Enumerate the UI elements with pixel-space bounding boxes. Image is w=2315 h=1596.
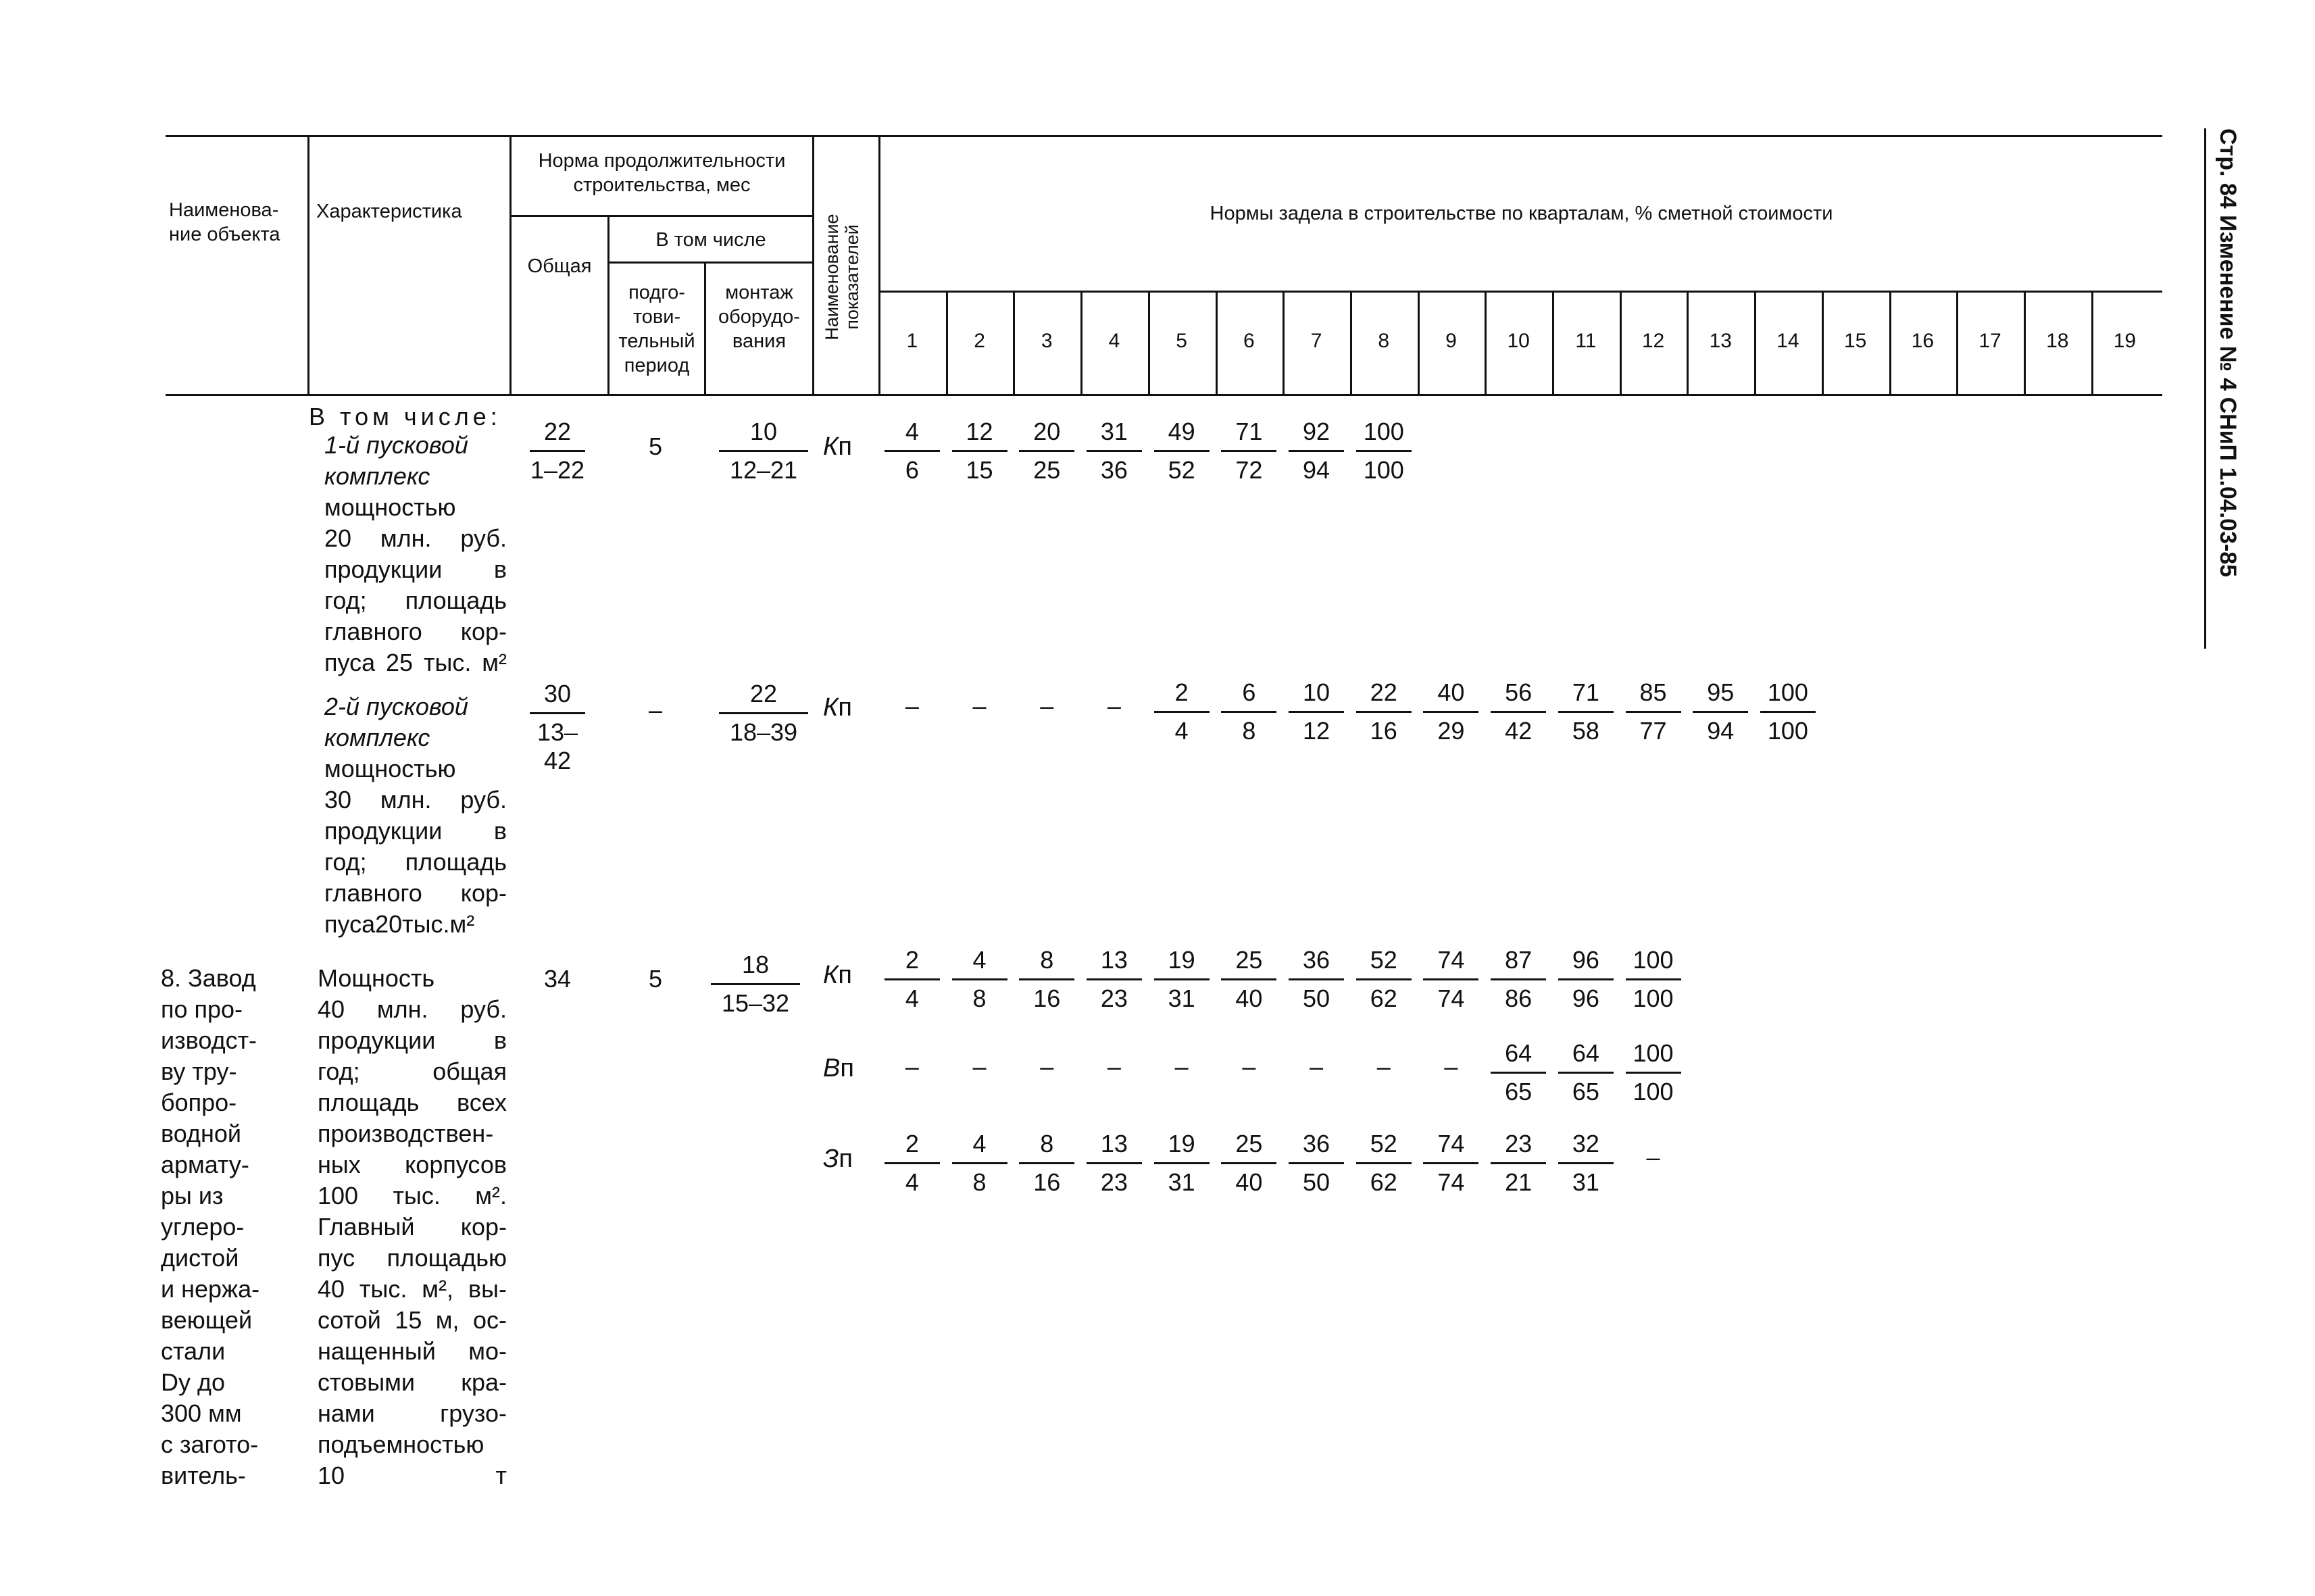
- indicator-symbol: Вп: [823, 1054, 854, 1082]
- quarter-value: $\frac{100}{100}$: [1758, 678, 1818, 745]
- indicator-symbol: Зп: [823, 1145, 853, 1173]
- quarter-divider: [1350, 291, 1352, 394]
- quarter-value: $\frac{71}{58}$: [1555, 678, 1616, 745]
- quarter-value: $\frac{52}{62}$: [1353, 946, 1414, 1013]
- quarter-label: 16: [1911, 330, 1935, 352]
- text-line: продукции в: [318, 1026, 507, 1054]
- text-line: 30 млн. руб.: [324, 786, 507, 814]
- text-line: ных корпусов: [318, 1151, 507, 1178]
- quarter-label: 8: [1378, 330, 1390, 352]
- quarter-value: $\frac{49}{52}$: [1151, 418, 1212, 484]
- quarter-value: $\frac{20}{25}$: [1016, 418, 1077, 484]
- duration-sub-rule: [509, 215, 812, 217]
- quarter-value: $\frac{31}{36}$: [1084, 418, 1145, 484]
- side-caption-rule: [2204, 128, 2206, 649]
- text-line: пус площадью: [318, 1244, 507, 1272]
- quarter-label: 18: [2046, 330, 2069, 352]
- quarter-value: $\frac{64}{65}$: [1555, 1039, 1616, 1106]
- complex-2-label: 2-й пусковой комплекс: [324, 693, 468, 751]
- indicator-symbol: Кп: [823, 432, 852, 461]
- quarter-value: $\frac{19}{31}$: [1151, 946, 1212, 1013]
- header-duration: Норма продолжительности строительства, мес: [538, 150, 786, 196]
- complex-2-characteristic: [324, 753, 507, 940]
- header-indicator: Наименование показателей: [822, 214, 862, 341]
- quarter-label: 17: [1978, 330, 2001, 352]
- quarter-value: –: [1310, 1053, 1324, 1080]
- quarter-value: $\frac{74}{74}$: [1420, 1130, 1481, 1197]
- col-divider-object: [307, 135, 309, 394]
- text-line: пуса20тыс.м²: [324, 910, 475, 938]
- header-total: Общая: [527, 255, 592, 277]
- header-object: Наименова- ние объекта: [169, 199, 280, 245]
- quarter-value: $\frac{2}{4}$: [882, 1130, 943, 1197]
- quarter-divider: [2024, 291, 2026, 394]
- quarter-label: 2: [974, 330, 985, 352]
- quarter-divider: [1013, 291, 1015, 394]
- col-divider-indicator: [878, 135, 880, 394]
- quarter-divider: [1485, 291, 1487, 394]
- text-line: главного кор-: [324, 879, 507, 907]
- quarter-value: –: [972, 692, 987, 720]
- quarter-value: $\frac{100}{100}$: [1623, 946, 1684, 1013]
- quarter-value: –: [1107, 692, 1121, 720]
- quarter-value: $\frac{8}{16}$: [1016, 1130, 1077, 1197]
- quarter-value: $\frac{92}{94}$: [1286, 418, 1347, 484]
- complex-1-characteristic: [324, 492, 507, 678]
- quarter-label: 4: [1108, 330, 1120, 352]
- text-line: 20 млн. руб.: [324, 524, 507, 552]
- quarter-value: –: [1174, 1053, 1189, 1080]
- quarter-value: $\frac{52}{62}$: [1353, 1130, 1414, 1197]
- quarter-value: $\frac{74}{74}$: [1420, 946, 1481, 1013]
- quarter-value: $\frac{85}{77}$: [1623, 678, 1684, 745]
- object-8-mount: $\frac{18}{15-32}$: [708, 951, 803, 1018]
- quarter-value: $\frac{19}{31}$: [1151, 1130, 1212, 1197]
- text-line: бопро-: [161, 1089, 237, 1116]
- object-8-characteristic: [318, 963, 507, 1491]
- quarter-value: $\frac{4}{8}$: [949, 946, 1010, 1013]
- text-line: и нержа-: [161, 1275, 260, 1303]
- text-line: ву тру-: [161, 1057, 237, 1085]
- quarter-value: $\frac{8}{16}$: [1016, 946, 1077, 1013]
- quarter-label: 7: [1310, 330, 1322, 352]
- quarter-divider: [1822, 291, 1824, 394]
- text-line: сотой 15 м, ос-: [318, 1306, 507, 1334]
- quarter-divider: [1148, 291, 1150, 394]
- quarter-value: $\frac{36}{50}$: [1286, 946, 1347, 1013]
- header-including: В том числе: [655, 229, 766, 251]
- text-line: производствен-: [318, 1120, 494, 1147]
- text-line: нами грузо-: [318, 1399, 507, 1427]
- quarter-divider: [1620, 291, 1622, 394]
- quarter-value: $\frac{40}{29}$: [1420, 678, 1481, 745]
- text-line: площадь всех: [318, 1089, 507, 1116]
- header-norms: Нормы задела в строительстве по кварталам, % сметной стоимости: [1210, 203, 1833, 224]
- quarter-value: $\frac{4}{8}$: [949, 1130, 1010, 1197]
- text-line: с загото-: [161, 1430, 259, 1458]
- table-top-rule: [166, 135, 2162, 137]
- text-line: 40 млн. руб.: [318, 995, 507, 1023]
- quarter-label: 6: [1243, 330, 1255, 352]
- quarter-value: $\frac{32}{31}$: [1555, 1130, 1616, 1197]
- quarter-value: –: [1242, 1053, 1256, 1080]
- text-line: пуса 25 тыс. м²: [324, 649, 507, 676]
- quarter-value: $\frac{25}{40}$: [1218, 946, 1279, 1013]
- quarter-value: $\frac{95}{94}$: [1690, 678, 1751, 745]
- text-line: мощностью: [324, 755, 456, 782]
- quarter-value: –: [1040, 692, 1054, 720]
- text-line: продукции в: [324, 817, 507, 845]
- complex-1-label: 1-й пусковой комплекс: [324, 431, 468, 490]
- complex-2-mount: $\frac{22}{18-39}$: [716, 680, 811, 747]
- quarter-divider: [1552, 291, 1554, 394]
- including-sub-rule: [607, 261, 812, 264]
- quarter-label: 9: [1445, 330, 1457, 352]
- quarter-divider: [946, 291, 948, 394]
- object-8-name: [161, 963, 303, 1491]
- object-8-prep: 5: [648, 965, 663, 993]
- complex-1-mount: $\frac{10}{12-21}$: [716, 418, 811, 484]
- text-line: год; площадь: [324, 587, 507, 614]
- quarter-label: 3: [1041, 330, 1053, 352]
- text-line: 300 мм: [161, 1399, 242, 1427]
- text-line: армату-: [161, 1151, 249, 1178]
- text-line: 8. Завод: [161, 964, 256, 992]
- quarter-value: $\frac{25}{40}$: [1218, 1130, 1279, 1197]
- text-line: 100 тыс. м².: [318, 1182, 507, 1210]
- text-line: углеро-: [161, 1213, 245, 1241]
- quarter-divider: [1216, 291, 1218, 394]
- text-line: дистой: [161, 1244, 239, 1272]
- quarter-value: $\frac{12}{15}$: [949, 418, 1010, 484]
- text-line: продукции в: [324, 555, 507, 583]
- quarter-divider: [1418, 291, 1420, 394]
- quarter-value: $\frac{10}{12}$: [1286, 678, 1347, 745]
- complex-2-total: $\frac{30}{13-42}$: [527, 680, 588, 775]
- quarter-value: –: [1040, 1053, 1054, 1080]
- text-line: мощностью: [324, 493, 456, 521]
- quarter-value: –: [905, 1053, 919, 1080]
- including-label: В том числе:: [309, 403, 501, 430]
- quarter-value: $\frac{2}{4}$: [1151, 678, 1212, 745]
- col-divider-duration: [812, 135, 814, 394]
- quarter-value: –: [1376, 1053, 1391, 1080]
- quarter-label: 5: [1176, 330, 1187, 352]
- text-line: стали: [161, 1337, 226, 1365]
- text-line: год; общая: [318, 1057, 507, 1085]
- complex-1-prep: 5: [648, 432, 663, 460]
- quarter-value: $\frac{96}{96}$: [1555, 946, 1616, 1013]
- quarter-label: 14: [1776, 330, 1799, 352]
- quarter-value: $\frac{56}{42}$: [1488, 678, 1549, 745]
- quarter-label: 11: [1575, 330, 1597, 352]
- quarter-value: $\frac{2}{4}$: [882, 946, 943, 1013]
- header-mount: монтаж оборудо- вания: [718, 282, 800, 352]
- quarter-value: –: [1646, 1143, 1660, 1171]
- quarter-value: $\frac{87}{86}$: [1488, 946, 1549, 1013]
- text-line: витель-: [161, 1462, 246, 1489]
- text-line: нащенный мо-: [318, 1337, 507, 1365]
- quarter-divider: [1754, 291, 1756, 394]
- quarters-rule: [878, 291, 2162, 293]
- text-line: Dy до: [161, 1368, 226, 1396]
- header-characteristic: Характеристика: [316, 201, 462, 222]
- text-line: по про-: [161, 995, 243, 1023]
- quarter-label: 13: [1709, 330, 1732, 352]
- quarter-value: $\frac{22}{16}$: [1353, 678, 1414, 745]
- quarter-value: –: [1444, 1053, 1458, 1080]
- side-caption: Стр. 84 Изменение № 4 СНиП 1.04.03-85: [2215, 128, 2241, 578]
- complex-1-total: $\frac{22}{1-22}$: [530, 418, 585, 484]
- quarter-divider: [1956, 291, 1958, 394]
- object-8-total: 34: [543, 965, 572, 993]
- quarter-value: $\frac{71}{72}$: [1218, 418, 1279, 484]
- quarter-divider: [1889, 291, 1891, 394]
- quarter-value: $\frac{13}{23}$: [1084, 1130, 1145, 1197]
- quarter-label: 19: [2113, 330, 2137, 352]
- quarter-value: –: [1107, 1053, 1121, 1080]
- quarter-divider: [1080, 291, 1082, 394]
- quarter-value: –: [905, 692, 919, 720]
- quarter-divider: [1687, 291, 1689, 394]
- quarter-value: –: [972, 1053, 987, 1080]
- text-line: водной: [161, 1120, 241, 1147]
- text-line: Мощность: [318, 964, 435, 992]
- text-line: главного кор-: [324, 618, 507, 645]
- quarter-value: $\frac{6}{8}$: [1218, 678, 1279, 745]
- indicator-symbol: Кп: [823, 961, 852, 989]
- quarter-value: $\frac{4}{6}$: [882, 418, 943, 484]
- quarter-divider: [2091, 291, 2093, 394]
- header-bottom-rule: [166, 394, 2162, 396]
- quarter-value: $\frac{36}{50}$: [1286, 1130, 1347, 1197]
- text-line: 10 т: [318, 1462, 507, 1489]
- text-line: веющей: [161, 1306, 253, 1334]
- quarter-value: $\frac{23}{21}$: [1488, 1130, 1549, 1197]
- complex-2-prep: –: [648, 696, 663, 724]
- text-line: 40 тыс. м², вы-: [318, 1275, 507, 1303]
- quarter-value: $\frac{100}{100}$: [1353, 418, 1414, 484]
- text-line: подъемностью: [318, 1430, 484, 1458]
- quarter-label: 15: [1843, 330, 1867, 352]
- text-line: год; площадь: [324, 848, 507, 876]
- text-line: изводст-: [161, 1026, 257, 1054]
- quarter-label: 10: [1507, 330, 1530, 352]
- quarter-label: 1: [906, 330, 918, 352]
- indicator-symbol: Кп: [823, 693, 852, 722]
- text-line: ры из: [161, 1182, 224, 1210]
- text-line: стовыми кра-: [318, 1368, 507, 1396]
- text-line: Главный кор-: [318, 1213, 507, 1241]
- quarter-label: 12: [1641, 330, 1665, 352]
- quarter-value: $\frac{64}{65}$: [1488, 1039, 1549, 1106]
- header-prep: подго- тови- тельный период: [618, 282, 695, 376]
- quarter-value: $\frac{13}{23}$: [1084, 946, 1145, 1013]
- quarter-divider: [1283, 291, 1285, 394]
- quarter-value: $\frac{100}{100}$: [1623, 1039, 1684, 1106]
